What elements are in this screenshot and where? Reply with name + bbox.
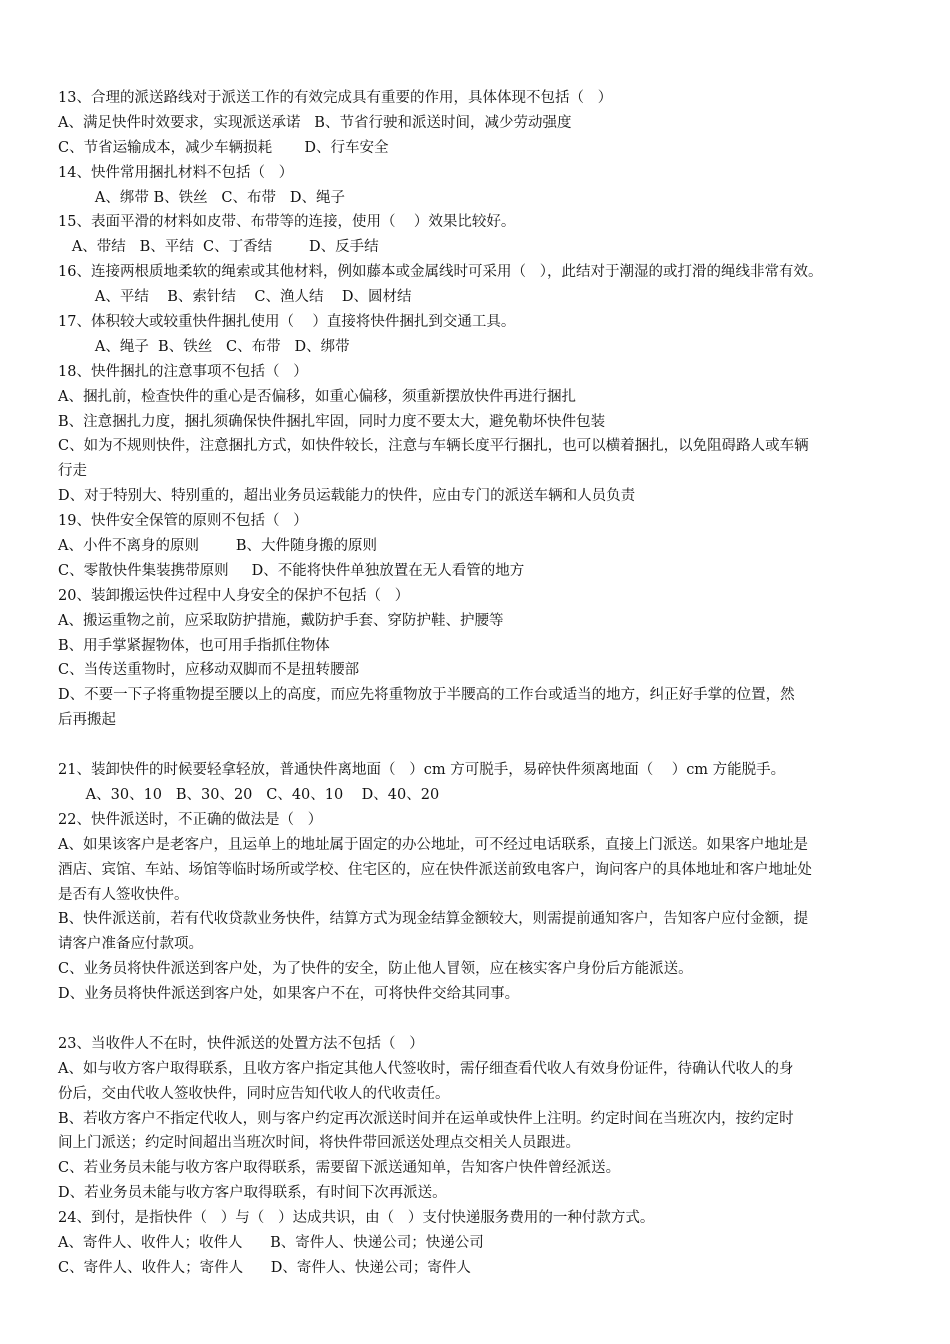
text-line: 19、快件安全保管的原则不包括（ ） — [58, 513, 308, 530]
text-line: D、对于特别大、特别重的，超出业务员运载能力的快件，应由专门的派送车辆和人员负责 — [58, 488, 636, 505]
text-line: C、如为不规则快件，注意捆扎方式，如快件较长，注意与车辆长度平行捆扎，也可以横着捆扎，以免阻碍路人或车辆 — [58, 438, 809, 455]
text-line: 13、合理的派送路线对于派送工作的有效完成具有重要的作用，具体体现不包括（ ） — [58, 90, 613, 106]
text-line: 18、快件捆扎的注意事项不包括（ ） — [58, 363, 308, 380]
text-line: C、若业务员未能与收方客户取得联系，需要留下派送通知单，告知客户快件曾经派送。 — [58, 1160, 621, 1177]
text-line: C、节省运输成本，减少车辆损耗 D、行车安全 — [58, 139, 389, 156]
text-line: 17、体积较大或较重快件捆扎使用（ ）直接将快件捆扎到交通工具。 — [58, 314, 516, 331]
text-line: A、绳子 B、铁丝 C、布带 D、绑带 — [58, 338, 350, 355]
text-line: 后再搬起 — [58, 712, 116, 729]
text-line: B、用手掌紧握物体，也可用手指抓住物体 — [58, 637, 330, 654]
text-line: 16、连接两根质地柔软的绳索或其他材料，例如藤本或金属线时可采用（ ），此结对于潮湿的或打滑的绳线非常有效。 — [58, 264, 823, 281]
blank-line — [58, 1007, 904, 1032]
text-line: D、业务员将快件派送到客户处，如果客户不在，可将快件交给其同事。 — [58, 986, 520, 1003]
text-line: A、30、10 B、30、20 C、40、10 D、40、20 — [58, 786, 440, 803]
text-line: A、平结 B、索针结 C、渔人结 D、圆材结 — [58, 289, 412, 306]
text-line: 14、快件常用捆扎材料不包括（ ） — [58, 164, 294, 181]
text-line: C、寄件人、收件人；寄件人 D、寄件人、快递公司；寄件人 — [58, 1259, 471, 1276]
text-line: A、捆扎前，检查快件的重心是否偏移，如重心偏移，须重新摆放快件再进行捆扎 — [58, 388, 576, 405]
text-line: D、不要一下子将重物提至腰以上的高度，而应先将重物放于半腰高的工作台或适当的地方，纠正好手掌的位置，然 — [58, 687, 795, 704]
text-line: B、注意捆扎力度，捆扎须确保快件捆扎牢固，同时力度不要太大，避免勒坏快件包装 — [58, 413, 606, 430]
text-line: 22、快件派送时，不正确的做法是（ ） — [58, 811, 323, 828]
text-line: 23、当收件人不在时，快件派送的处置方法不包括（ ） — [58, 1035, 424, 1052]
text-line: A、如与收方客户取得联系，且收方客户指定其他人代签收时，需仔细查看代收人有效身份证件，待确认代收人的身 — [58, 1060, 794, 1077]
text-line: A、搬运重物之前，应采取防护措施，戴防护手套、穿防护鞋、护腰等 — [58, 612, 504, 629]
text-line: A、如果该客户是老客户，且运单上的地址属于固定的办公地址，可不经过电话联系，直接上门派送。如果客户地址是 — [58, 836, 808, 853]
document-page — [58, 86, 904, 1281]
blank-line — [58, 733, 904, 758]
text-line: A、绑带 B、铁丝 C、布带 D、绳子 — [58, 189, 345, 206]
text-line: 份后，交由代收人签收快件，同时应告知代收人的代收责任。 — [58, 1085, 450, 1102]
text-line: 20、装卸搬运快件过程中人身安全的保护不包括（ ） — [58, 587, 410, 604]
text-line: 21、装卸快件的时候要轻拿轻放，普通快件离地面（ ）cm 方可脱手，易碎快件须离地面（ ）cm 方能脱手。 — [58, 762, 786, 779]
text-line: C、当传送重物时，应移动双脚而不是扭转腰部 — [58, 662, 360, 679]
text-line: 间上门派送；约定时间超出当班次时间，将快件带回派送处理点交相关人员跟进。 — [58, 1135, 580, 1152]
text-line: 酒店、宾馆、车站、场馆等临时场所或学校、住宅区的，应在快件派送前致电客户，询问客户的具体地址和客户地址处 — [58, 861, 812, 878]
text-line: B、快件派送前，若有代收贷款业务快件，结算方式为现金结算金额较大，则需提前通知客户，告知客户应付金额，提 — [58, 911, 809, 928]
text-line: 行走 — [58, 463, 87, 480]
text-line: A、寄件人、收件人；收件人 B、寄件人、快递公司；快递公司 — [58, 1234, 484, 1251]
text-line: 是否有人签收快件。 — [58, 886, 189, 903]
text-line: A、小件不离身的原则 B、大件随身搬的原则 — [58, 538, 377, 555]
text-line: A、带结 B、平结 C、丁香结 D、反手结 — [58, 239, 379, 256]
text-line: A、满足快件时效要求，实现派送承诺 B、节省行驶和派送时间，减少劳动强度 — [58, 114, 572, 131]
text-line: B、若收方客户不指定代收人，则与客户约定再次派送时间并在运单或快件上注明。约定时间在当班次内，按约定时 — [58, 1110, 794, 1127]
text-line: D、若业务员未能与收方客户取得联系，有时间下次再派送。 — [58, 1185, 447, 1202]
text-line: 请客户准备应付款项。 — [58, 936, 203, 953]
text-line: C、零散快件集装携带原则 D、不能将快件单独放置在无人看管的地方 — [58, 562, 525, 579]
text-line: 24、到付，是指快件（ ）与（ ）达成共识，由（ ）支付快递服务费用的一种付款方式。 — [58, 1210, 655, 1227]
text-line: 15、表面平滑的材料如皮带、布带等的连接，使用（ ）效果比较好。 — [58, 214, 516, 231]
text-line: C、业务员将快件派送到客户处，为了快件的安全，防止他人冒领，应在核实客户身份后方能派送。 — [58, 961, 693, 978]
